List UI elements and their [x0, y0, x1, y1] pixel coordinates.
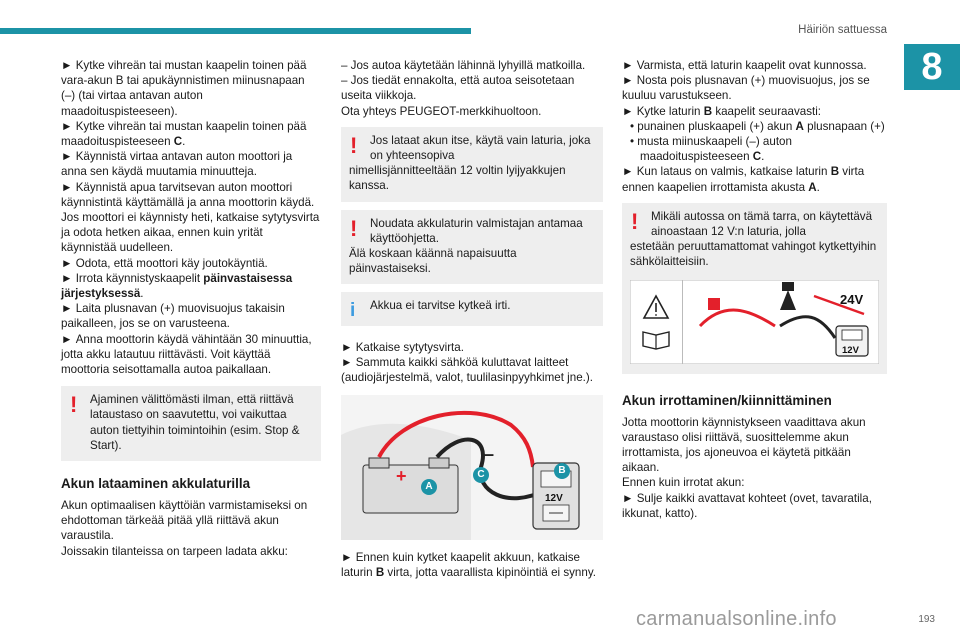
- sticker-24v-label: 24V: [840, 291, 864, 307]
- sub-red-cable: • punainen pluskaapeli (+) akun A plusnapaan (+): [630, 119, 885, 133]
- label-c-badge: C: [473, 467, 489, 483]
- warning-icon: !: [70, 392, 78, 418]
- step-connect-charger: ► Kytke laturin B kaapelit seuraavasti:: [622, 104, 887, 119]
- step-remove-cables: ► Irrota käynnistyskaapelit päinvastaisessa järjestyksessä.: [61, 271, 321, 301]
- step-start-assisted: ► Käynnistä apua tarvitsevan auton moottori käynnistintä käyttämällä ja anna moottorin käydä.: [61, 180, 321, 210]
- chapter-number: 8: [904, 44, 960, 90]
- sticker-12v-label: 12V: [842, 344, 859, 356]
- section-heading-charging: Akun lataaminen akkulaturilla: [61, 476, 251, 492]
- charging-intro: Akun optimaalisen käyttöiän varmistamiseksi on ehdottoman tärkeää pitää yllä riittävä akun varaustila.: [61, 499, 308, 543]
- warning-note: ! Jos lataat akun itse, käytä vain laturia, joka on yhteensopiva nimellisjännitteeltään 12 voltin lyijyakkujen kanssa.: [341, 127, 603, 202]
- step-switch-off-consumers: ► Sammuta kaikki sähköä kuluttavat laitteet (audiojärjestelmä, valot, tuulilasinpyyhkimet jne.).: [341, 355, 603, 385]
- label-a-badge: A: [421, 479, 437, 495]
- case-long-parking: – Jos tiedät ennakolta, että autoa seisotetaan useita viikkoja.: [341, 74, 575, 103]
- step-connect-ground: ► Kytke vihreän tai mustan kaapelin toinen pää maadoituspisteeseen C.: [61, 119, 321, 149]
- warning-note: ! Ajaminen välittömästi ilman, että riittävä lataustaso on saavutettu, voi vaikuttaa auton tiettyihin toimintoihin (esim. Stop & Start).: [61, 386, 321, 461]
- watermark: carmanualsonline.info: [636, 608, 837, 630]
- charger-connection-illustration: [341, 395, 603, 540]
- case-short-trips: – Jos autoa käytetään lähinnä lyhyillä matkoilla.: [341, 59, 586, 72]
- info-note: i Akkua ei tarvitse kytkeä irti.: [341, 292, 603, 325]
- charger-voltage-label: 12V: [545, 493, 563, 505]
- section-title: Häiriön sattuessa: [798, 24, 887, 36]
- page-number: 193: [918, 614, 935, 625]
- info-icon: i: [350, 300, 356, 322]
- header-accent-bar: [0, 28, 471, 34]
- step-run-engine: ► Anna moottorin käydä vähintään 30 minuuttia, jotta akku latautuu riittävästi. Voit käyttää moottoria seisottamalla autoa paikallaan.: [61, 332, 321, 378]
- step-charger-off-before: ► Ennen kuin kytket kaapelit akkuun, katkaise laturin B virta, jotta vaarallista kipinöintiä ei synny.: [341, 550, 603, 580]
- column-1: [61, 58, 321, 559]
- step-check-cables: ► Varmista, että laturin kaapelit ovat kunnossa.: [622, 58, 887, 73]
- step-remove-plus-cover: ► Nosta pois plusnavan (+) muovisuojus, jos se kuuluu varustukseen.: [622, 73, 887, 103]
- restart-hint: Jos moottori ei käynnisty heti, katkaise sytytysvirta ja odota hetken aikaa, ennen kuin yrität käynnistää uudelleen.: [61, 211, 320, 255]
- step-close-openings: ► Sulje kaikki avattavat kohteet (ovet, tavaratila, ikkunat, katto).: [622, 491, 887, 521]
- sub-black-cable: • musta miinuskaapeli (–) auton maadoituspisteeseen C.: [630, 135, 792, 164]
- removal-intro: Jotta moottorin käynnistykseen vaadittava akun varaustaso olisi riittävä, suosittelemme akun irrottamista, jos ajoneuvoa ei käytetä pitkään aikaan.: [622, 415, 866, 475]
- section-heading-battery-removal: Akun irrottaminen/kiinnittäminen: [622, 392, 832, 408]
- column-3: [622, 58, 887, 521]
- warning-note: ! Noudata akkulaturin valmistajan antamaa käyttöohjetta. Älä koskaan käännä napaisuutta päinvastaiseksi.: [341, 210, 603, 285]
- minus-sign: –: [484, 444, 495, 465]
- voltage-sticker: [630, 280, 879, 364]
- step-ignition-off: ► Katkaise sytytysvirta.: [341, 340, 603, 355]
- warning-icon: !: [631, 208, 639, 234]
- step-idle: ► Odota, että moottori käy joutokäyntiä.: [61, 256, 321, 271]
- step-start-donor: ► Käynnistä virtaa antavan auton moottori ja anna sen käydä muutamia minuutteja.: [61, 149, 321, 179]
- column-2: [341, 58, 603, 581]
- plus-sign: +: [396, 466, 407, 487]
- warning-note: ! Mikäli autossa on tämä tarra, on käytettävä ainoastaan 12 V:n laturia, jolla estetään peruuttamattomat vahingot kytkettyihin sähkölaitteisiin. 24V 12V: [622, 203, 887, 374]
- step-refit-cover: ► Laita plusnavan (+) muovisuojus takaisin paikalleen, jos se on varusteena.: [61, 301, 321, 331]
- warning-icon: !: [350, 132, 358, 158]
- warning-icon: !: [350, 215, 358, 241]
- label-b-badge: B: [554, 463, 570, 479]
- removal-before: Ennen kuin irrotat akun:: [622, 476, 745, 490]
- step-connect-negative: ► Kytke vihreän tai mustan kaapelin toinen pää vara-akun B tai apukäynnistimen miinusnapaan (–) (tai virtaa antavan auton maadoituspisteeseen).: [61, 58, 321, 119]
- charging-cases-intro: Joissakin tilanteissa on tarpeen ladata akku:: [61, 544, 288, 558]
- dealer-contact: Ota yhteys PEUGEOT-merkkihuoltoon.: [341, 104, 542, 118]
- step-charging-done: ► Kun lataus on valmis, katkaise laturin B virta ennen kaapelien irrottamista akusta A.: [622, 164, 887, 194]
